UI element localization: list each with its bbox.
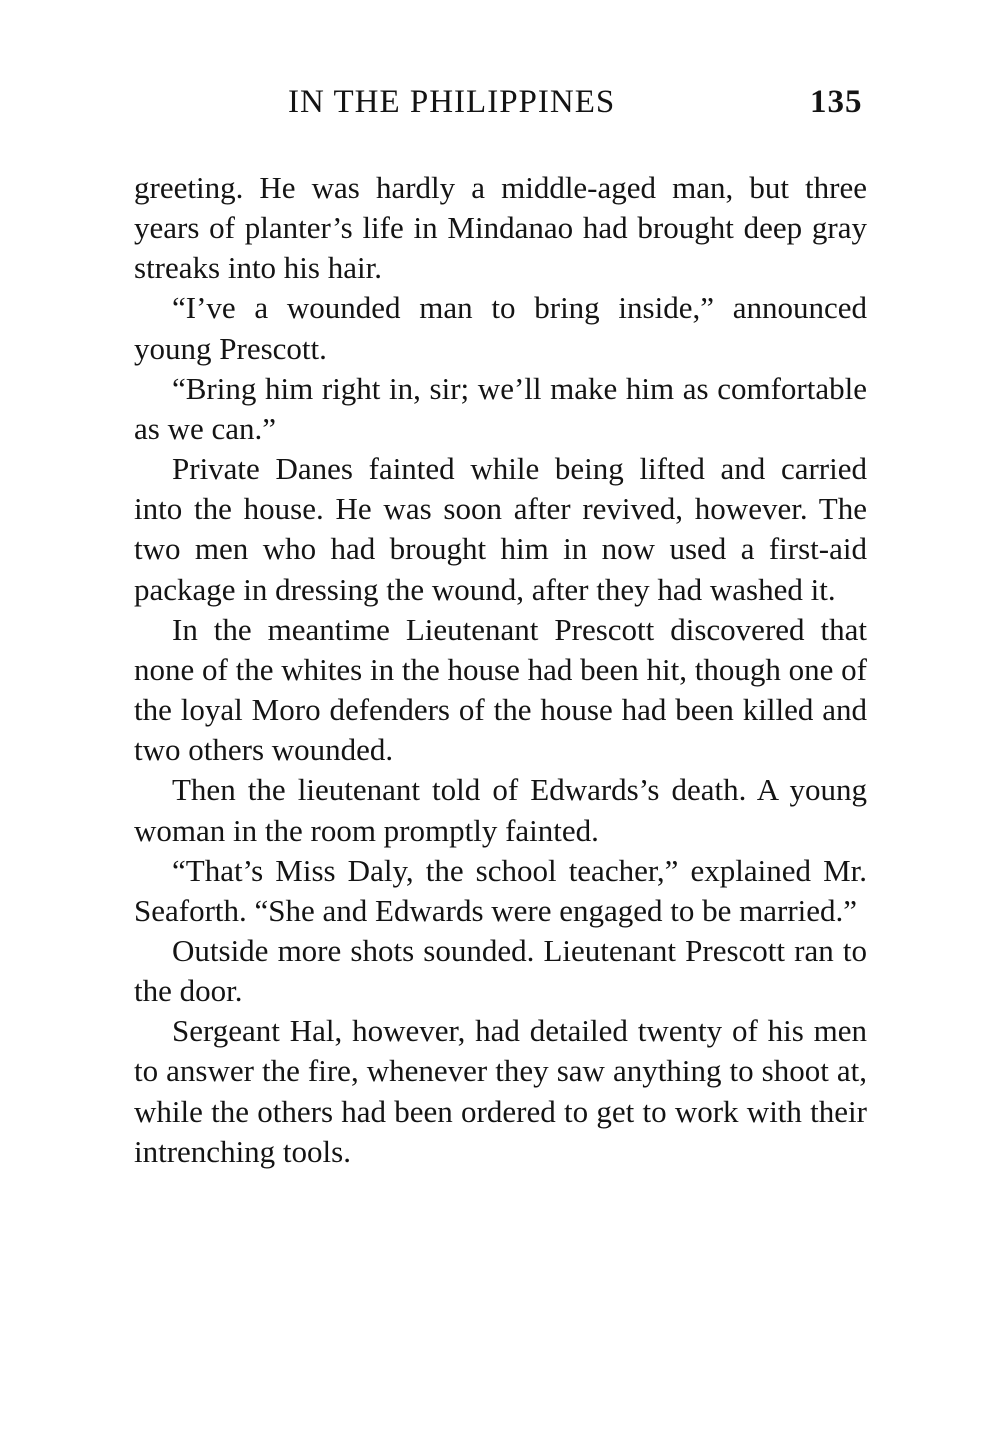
paragraph: Then the lieutenant told of Edwards’s death. A young woman in the room promptly fainted. bbox=[134, 772, 867, 848]
paragraph: Outside more shots sounded. Lieutenant Prescott ran to the door. bbox=[134, 932, 867, 1009]
paragraph: Private Danes fainted while being lifted and carried into the house. He was soon after revived, however. The two men who had brought him in now used a first-aid package in dressing the wound, after they had washed it. bbox=[134, 451, 867, 607]
paragraph: In the meantime Lieutenant Prescott discovered that none of the whites in the house had been hit, though one of the loyal Moro defenders of the house had been killed and two others wounded. bbox=[134, 611, 867, 768]
running-head bbox=[0, 84, 1000, 134]
paragraph: “That’s Miss Daly, the school teacher,” explained Mr. Seaforth. “She and Edwards were engaged to be married.” bbox=[134, 852, 867, 928]
paragraph: greeting. He was hardly a middle-aged man, but three years of planter’s life in Mindanao had brought deep gray streaks into his hair. bbox=[134, 170, 867, 286]
paragraph: Sergeant Hal, however, had detailed twenty of his men to answer the fire, whenever they saw anything to shoot at, while the others had been ordered to get to work with their intrenching tools. bbox=[134, 1013, 867, 1169]
paragraph: “Bring him right in, sir; we’ll make him as comfortable as we can.” bbox=[134, 370, 867, 446]
running-title: IN THE PHILIPPINES bbox=[288, 84, 616, 120]
paragraph: “I’ve a wounded man to bring inside,” announced young Prescott. bbox=[134, 290, 867, 366]
page-number: 135 bbox=[810, 84, 863, 120]
body-text bbox=[134, 168, 867, 1172]
